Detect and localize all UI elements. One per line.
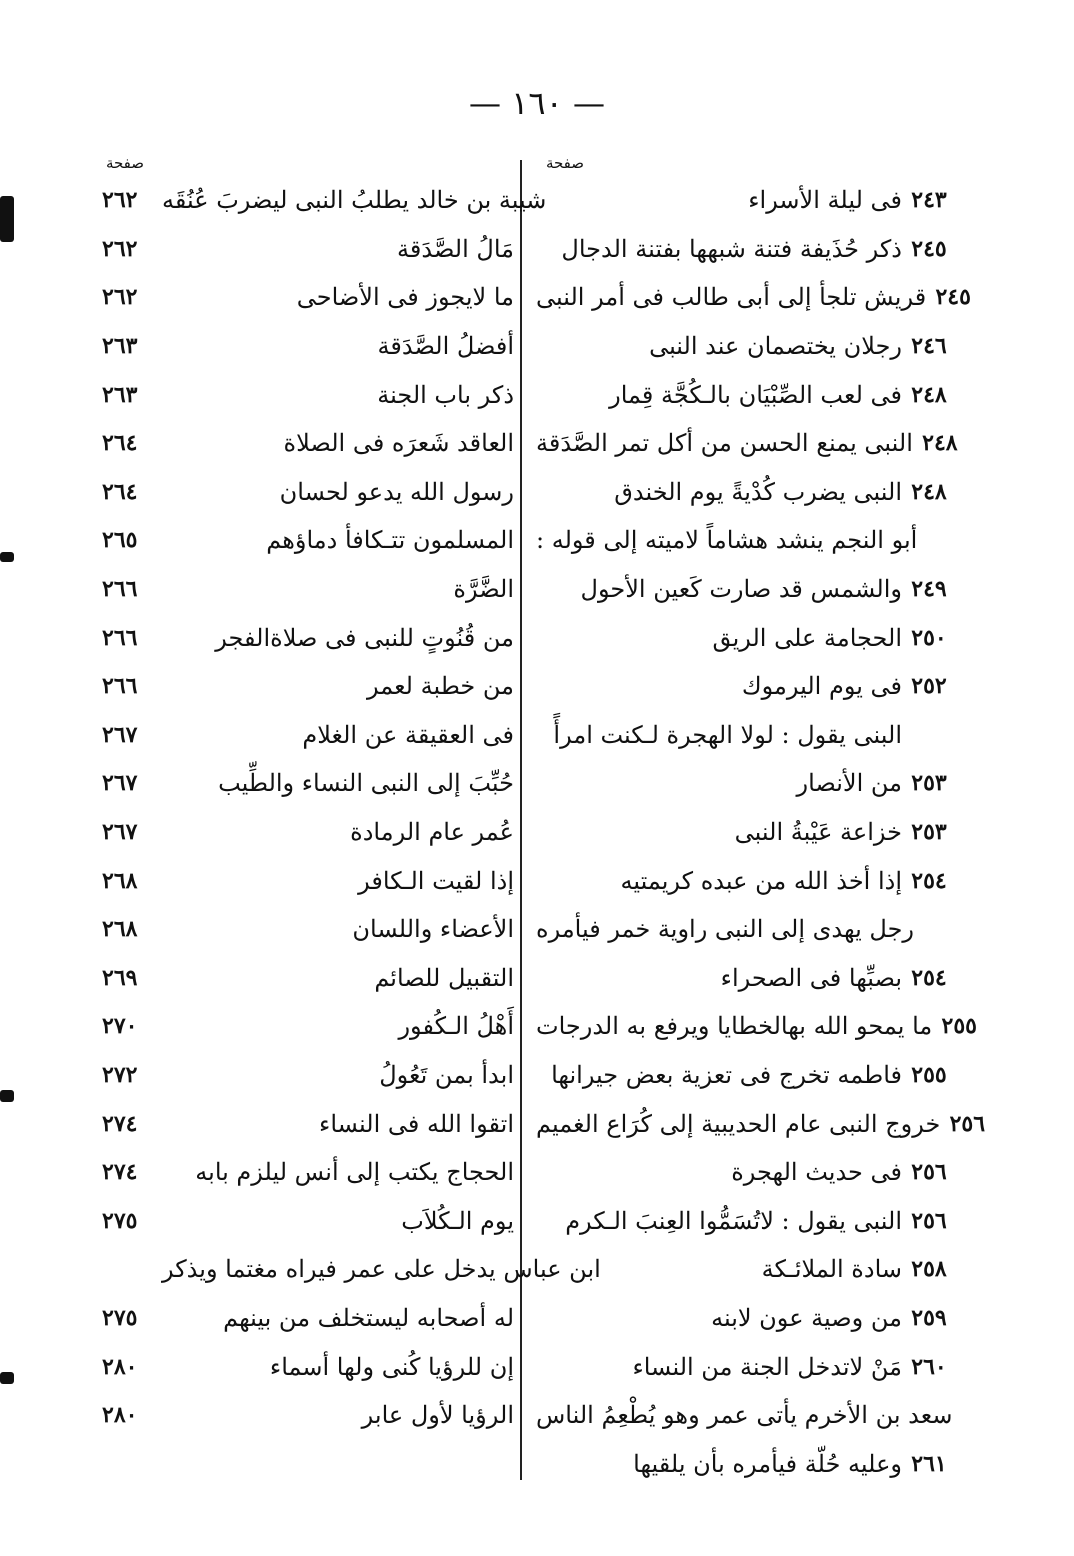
scan-edge-mark [0, 196, 14, 242]
entry-page-number: ٢٥٨ [911, 1256, 947, 1283]
entry-page-number: ٢٦٠ [911, 1353, 947, 1380]
entry-title: فى العقيقة عن الغلام [302, 720, 514, 749]
index-entry [96, 1148, 526, 1197]
entry-title: له أصحابه ليستخلف من بينهم [223, 1303, 514, 1332]
entry-page-number: ٢٥٦ [911, 1207, 947, 1234]
index-entry [536, 1099, 986, 1148]
index-entry [96, 1391, 526, 1440]
index-entry [96, 419, 526, 468]
index-entry [96, 759, 526, 808]
index-entry [536, 1294, 956, 1343]
entry-page-number: ٢٥٩ [911, 1304, 947, 1331]
entry-page-number: ٢٤٨ [911, 381, 947, 408]
entry-page-number: ٢٤٦ [911, 333, 947, 360]
entry-title: وعليه حُلّة فيأمره بأن يلقيها [633, 1449, 902, 1478]
scan-edge-mark [0, 552, 14, 562]
index-entry [536, 1391, 956, 1440]
entry-page-number: ٢٥٣ [911, 819, 947, 846]
entry-page-number: ٢٦٢ [102, 235, 138, 262]
entry-title: خزاعة عَيْبةُ النبى [734, 818, 902, 847]
entry-title: سعد بن الأخرم يأتى عمر وهو يُطْعِمُ الناس [536, 1401, 953, 1430]
entry-title: البنى يقول : لولا الهجرة لـكنت امرأً [553, 720, 902, 749]
entry-page-number: ٢٥٣ [911, 770, 947, 797]
entry-title: أفضلُ الصَّدَقة [377, 332, 514, 361]
entry-page-number: ٢٨٠ [102, 1402, 138, 1429]
entry-page-number: ٢٤٥ [935, 284, 971, 311]
entry-page-number: ٢٦٣ [102, 381, 138, 408]
index-entry [96, 1294, 526, 1343]
index-entry [96, 905, 526, 954]
index-entry [536, 468, 956, 517]
index-entry [536, 808, 956, 857]
index-column-right [536, 150, 986, 1488]
entry-page-number: ٢٥٥ [911, 1061, 947, 1088]
entry-title: فى يوم اليرموك [741, 672, 902, 701]
index-entry [96, 1342, 526, 1391]
entry-title: النبى يقول : لاتُسَمُّوا العِنبَ الـكرم [565, 1206, 902, 1235]
index-entry [536, 711, 956, 760]
entry-title: الأعضاء واللسان [352, 915, 514, 944]
entry-page-number: ٢٦٣ [102, 333, 138, 360]
index-entry [536, 322, 956, 371]
index-entry [536, 516, 956, 565]
entry-title: سادة الملائـكة [761, 1255, 902, 1284]
index-entry [536, 1439, 956, 1488]
entry-title: النبى يضرب كُدْيةً يوم الخندق [614, 477, 902, 506]
entry-title: قريش تلجأ إلى أبى طالب فى أمر النبى [536, 283, 927, 312]
entry-title: أبو النجم ينشد هشاماً لاميته إلى قوله : [536, 526, 918, 555]
entry-page-number: ٢٥٢ [911, 673, 947, 700]
entry-title: ذكر حُذَيفة فتنة شبهها بفتنة الدجال [561, 234, 902, 263]
index-entry [536, 1051, 956, 1100]
entry-title: إذا أخذ الله من عبده كريمتيه [620, 866, 902, 895]
entry-title: الرؤيا لأول عابر [361, 1401, 514, 1430]
entry-title: يوم الـكُلاَب [401, 1206, 514, 1235]
entry-title: من قُنُوتٍ للنبى فى صلاةالفجر [215, 623, 514, 652]
entry-title: ما لايجوز فى الأضاحى [296, 283, 514, 312]
index-entry [96, 662, 526, 711]
index-entry [96, 468, 526, 517]
index-entry [96, 856, 526, 905]
index-entry [536, 856, 956, 905]
index-entry [96, 808, 526, 857]
entry-title: المسلمون تتـكافأ دماؤهم [266, 526, 514, 555]
index-entry [536, 759, 956, 808]
entry-title: مَنْ لاتدخل الجنة من النساء [632, 1352, 902, 1381]
entry-page-number: ٢٦٨ [102, 916, 138, 943]
entry-title: اتقوا الله فى النساء [319, 1109, 514, 1138]
entry-title: حُبِّبَ إلى النبى النساء والطِّيب [218, 769, 514, 798]
index-entry [536, 1148, 956, 1197]
index-entry [96, 1245, 601, 1294]
entry-page-number: ٢٨٠ [102, 1353, 138, 1380]
entry-title: رجل يهدى إلى النبى راوية خمر فيأمره [536, 915, 914, 944]
entry-title: عُمر عام الرمادة [350, 818, 514, 847]
entry-title: التقبيل للصائم [374, 963, 514, 992]
index-entry [536, 613, 956, 662]
entry-title: خروج النبى عام الحديبية إلى كُرَاع الغميم [536, 1109, 941, 1138]
entry-page-number: ٢٥٦ [911, 1159, 947, 1186]
entry-title: ابدأ بمن تَعُولُ [379, 1060, 514, 1089]
index-entry [536, 176, 956, 225]
entry-title: من خطبة لعمر [366, 672, 514, 701]
index-entry [96, 613, 526, 662]
scan-edge-mark [0, 1090, 14, 1102]
entry-title: العاقد شَعرَه فى الصلاة [283, 429, 514, 458]
index-entry [536, 565, 956, 614]
entry-title: الحجامة على الريق [712, 623, 902, 652]
entry-title: فى لعب الصِّبْيَان بالـكُجَّة قِمار [609, 380, 902, 409]
entry-page-number: ٢٦٥ [102, 527, 138, 554]
index-entry [96, 225, 526, 274]
entry-page-number: ٢٧٤ [102, 1110, 138, 1137]
entry-page-number: ٢٦٢ [102, 187, 138, 214]
entry-title: فاطمه تخرج فى تعزية بعض جيرانها [551, 1060, 902, 1089]
index-entry [536, 273, 971, 322]
index-entry [536, 1002, 977, 1051]
index-entry [96, 516, 526, 565]
index-entry [96, 273, 526, 322]
entry-page-number: ٢٥٤ [911, 964, 947, 991]
index-entry [96, 1196, 526, 1245]
entry-title: ابن عباس يدخل على عمر فيراه مغتما ويذكر [162, 1255, 601, 1284]
index-entry [96, 370, 526, 419]
entry-page-number: ٢٤٨ [911, 478, 947, 505]
entry-page-number: ٢٤٩ [911, 576, 947, 603]
entry-page-number: ٢٤٨ [922, 430, 958, 457]
entry-title: ما يمحو الله بهالخطايا ويرفع به الدرجات [536, 1012, 933, 1041]
entry-page-number: ٢٦٤ [102, 430, 138, 457]
entry-page-number: ٢٧٥ [102, 1304, 138, 1331]
entry-title: رجلان يختصمان عند النبى [649, 332, 902, 361]
entry-page-number: ٢٦٦ [102, 624, 138, 651]
index-entry [96, 1099, 526, 1148]
entry-title: الحجاج يكتب إلى أنس ليلزم بابه [195, 1158, 514, 1187]
entry-title: رسول الله يدعو لحسان [279, 477, 514, 506]
scan-edge-mark [0, 1372, 14, 1384]
index-entry [536, 954, 956, 1003]
entry-page-number: ٢٦٦ [102, 576, 138, 603]
entry-page-number: ٢٧٥ [102, 1207, 138, 1234]
entry-page-number: ٢٦٩ [102, 964, 138, 991]
column-header: صفحة [105, 154, 144, 172]
entry-title: إن للرؤيا كُنى ولها أسماء [269, 1352, 514, 1381]
entry-page-number: ٢٥٤ [911, 867, 947, 894]
entry-title: من وصية عون لابنه [711, 1303, 902, 1332]
index-entry [536, 370, 956, 419]
index-entry [96, 176, 547, 225]
entry-title: من الأنصار [796, 769, 902, 798]
index-entry [536, 1196, 956, 1245]
entry-title: أَهْلُ الـكُفور [398, 1012, 514, 1041]
entry-title: إذا لقيت الـكافر [358, 866, 514, 895]
entry-page-number: ٢٦٧ [102, 721, 138, 748]
index-entry [536, 419, 956, 468]
entry-page-number: ٢٥٦ [949, 1110, 986, 1137]
entry-page-number: ٢٥٥ [941, 1013, 977, 1040]
index-entry [96, 954, 526, 1003]
index-entry [96, 565, 526, 614]
entry-page-number: ٢٦٧ [102, 819, 138, 846]
entry-page-number: ٢٦٧ [102, 770, 138, 797]
entry-title: بصبِّها فى الصحراء [720, 963, 902, 992]
entry-title: فى حديث الهجرة [731, 1158, 902, 1187]
index-entry [536, 225, 956, 274]
entry-page-number: ٢٧٢ [102, 1061, 138, 1088]
index-entry [96, 1051, 526, 1100]
entry-page-number: ٢٥٠ [911, 624, 947, 651]
entry-page-number: ٢٤٣ [911, 187, 947, 214]
page-number: — ١٦٠ — [469, 84, 605, 122]
entry-title: شيبة بن خالد يطلبُ النبى ليضربَ عُنُقَه [162, 186, 547, 215]
entry-title: فى ليلة الأسراء [748, 186, 902, 215]
entry-page-number: ٢٦١ [911, 1450, 947, 1477]
index-entry [536, 1342, 956, 1391]
entry-title: والشمس قد صارت كَعين الأحول [580, 575, 902, 604]
index-entry [96, 322, 526, 371]
index-entry [536, 662, 956, 711]
entry-title: النبى يمنع الحسن من أكل تمر الصَّدَقة [536, 429, 913, 458]
entry-page-number: ٢٧٠ [102, 1013, 138, 1040]
column-header: صفحة [545, 154, 584, 172]
entry-page-number: ٢٧٤ [102, 1159, 138, 1186]
index-entry [96, 711, 526, 760]
index-entry [536, 905, 956, 954]
entry-title: ذكر باب الجنة [377, 380, 514, 409]
entry-title: الضَّرَّة [453, 575, 514, 604]
entry-page-number: ٢٦٤ [102, 478, 138, 505]
entry-title: مَالُ الصَّدَقة [397, 234, 514, 263]
entry-page-number: ٢٤٥ [911, 235, 947, 262]
entry-page-number: ٢٦٦ [102, 673, 138, 700]
entry-page-number: ٢٦٨ [102, 867, 138, 894]
entry-page-number: ٢٦٢ [102, 284, 138, 311]
index-column-left [96, 150, 601, 1439]
index-entry [96, 1002, 526, 1051]
